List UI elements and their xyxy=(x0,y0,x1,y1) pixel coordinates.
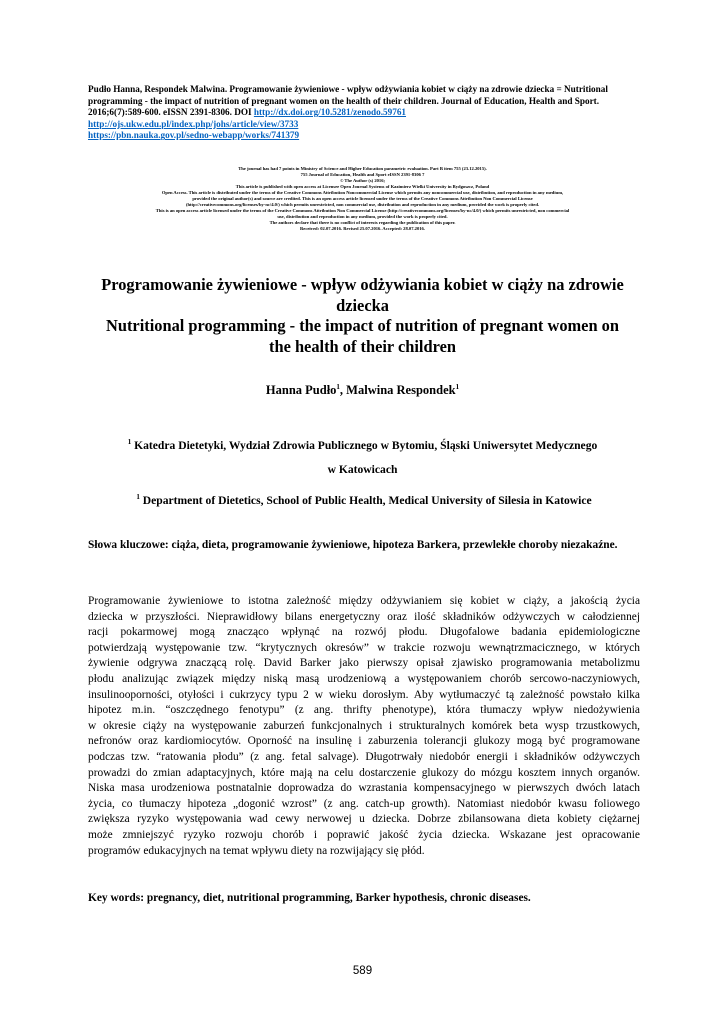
affiliation-english xyxy=(88,494,640,507)
journal-meta-block xyxy=(60,166,665,232)
journal-meta-line: © The Author (s) 2016; xyxy=(339,178,386,183)
pbn-link[interactable]: https://pbn.nauka.gov.pl/sedno-webapp/works/741379 xyxy=(88,130,300,141)
citation-text: 2016;6(7):589-600. eISSN 2391-8306. DOI xyxy=(88,107,254,118)
abstract-line: żywienie odgrywa znaczącą rolę. David Barker jako pierwszy opisał zjawisko programowania metabolizmu xyxy=(88,657,640,670)
journal-meta-line: This is an open access article licensed under the terms of the Creative Commons Attribution Non Commercial License (http://creativecommons.org/licenses/by-nc/4.0/) which permits unrestricted, non commercial xyxy=(155,208,570,213)
affiliation-text: Department of Dietetics, School of Public Health, Medical University of Silesia in Katowice xyxy=(139,494,592,507)
abstract-line: może zmniejszyć ryzyko rozwoju chorób i poprawić jakość życia dziecka. Wskazane jest opracowanie xyxy=(88,828,640,841)
abstract-line: nefronów oraz kardiomiocytów. Oporność na insulinę i zaburzenia tolerancji glukozy mogą być programowane xyxy=(88,735,640,748)
abstract-line: prowadzi do zmian adaptacyjnych, które mają na celu dostarczenie glukozy do mózgu kosztem innych organów. xyxy=(88,766,640,779)
journal-meta-line: This article is published with open access at Licensee Open Journal Systems of Kazimierz Wielki University in Bydgoszcz, Poland xyxy=(235,184,490,189)
abstract-line: insulinooporności, otyłości i cukrzycy typu 2 w wieku dorosłym. Aby wytłumaczyć tą zależność powstało kilka xyxy=(88,688,640,701)
citation-line xyxy=(88,107,640,119)
author-separator: , xyxy=(339,383,347,397)
affiliation-polish xyxy=(95,434,630,482)
abstract-line: Niska masa urodzeniowa postnatalnie doprowadza do wzrastania kompensacyjnego w pierwszych dwóch latach xyxy=(88,782,640,795)
page-number: 589 xyxy=(352,965,373,977)
title-line: Nutritional programming - the impact of nutrition of pregnant women on xyxy=(106,316,619,335)
affiliation-text: w Katowicach xyxy=(327,463,398,476)
doi-link[interactable]: http://dx.doi.org/10.5281/zenodo.59761 xyxy=(253,107,407,118)
journal-meta-line: 755 Journal of Education, Health and Sport eISSN 2391-8306 7 xyxy=(300,172,425,177)
citation-line: programming - the impact of nutrition of pregnant women on the health of their children. Journal of Education, Health and Sport. xyxy=(88,95,600,106)
journal-meta-line: provided the original author(s) and source are credited. This is an open access article licensed under the terms of the Creative Commons Attribution Non Commercial License xyxy=(192,196,533,201)
journal-meta-line: (http://creativecommons.org/licenses/by-nc/4.0/) which permits unrestricted, non commercial use, distribution and reproduction in any medium, provided the work is properly cited. xyxy=(185,202,540,207)
abstract-line: dziecka w przyszłości. Nieprawidłowy bilans energetyczny oraz ilość składników odżywczych w całodziennej xyxy=(88,610,640,623)
journal-meta-line: Open Access. This article is distributed under the terms of the Creative Commons Attribution Noncommercial License which permits any noncommercial use, distribution, and reproduction in any medium, xyxy=(161,190,564,195)
author-affiliation-sup: 1 xyxy=(455,382,460,391)
keywords-english: Key words: pregnancy, diet, nutritional programming, Barker hypothesis, chronic diseases. xyxy=(88,892,531,904)
title-line: the health of their children xyxy=(269,336,456,356)
abstract-line: hipotez m.in. “oszczędnego fenotypu” (z ang. thrifty phenotype), która tłumaczy wpływ niedożywienia xyxy=(88,704,640,717)
abstract-line: potwierdzają występowanie tzw. “krytycznych okresów” w trakcie rozwoju wewnątrzmacicznego, w których xyxy=(88,641,640,654)
journal-meta-line: use, distribution and reproduction in any medium, provided the work is properly cited. xyxy=(277,214,448,219)
paper-title xyxy=(80,275,645,357)
author-affiliation-sup: 1 xyxy=(336,382,340,391)
author-name: Hanna Pudło xyxy=(265,383,337,397)
citation-block xyxy=(88,84,640,142)
authors-line xyxy=(80,383,645,398)
abstract-line: podczas tzw. “ratowania płodu” (z ang. fetal salvage). Długotrwały niedobór energii i składników odżywczych xyxy=(88,750,640,763)
affiliation-text: Katedra Dietetyki, Wydział Zdrowia Publicznego w Bytomiu, Śląski Uniwersytet Medycznego xyxy=(131,439,598,452)
journal-meta-line: Received: 02.07.2016. Revised 25.07.2016. Accepted: 28.07.2016. xyxy=(299,226,426,231)
title-line: Programowanie żywieniowe - wpływ odżywiania kobiet w ciąży na zdrowie xyxy=(101,275,624,294)
author-name: Malwina Respondek xyxy=(346,383,456,397)
affiliation-sup: 1 xyxy=(136,493,140,502)
abstract-line: płodu analizując związek między niską masą urodzeniową a występowaniem chorób sercowo-naczyniowych, xyxy=(88,672,640,685)
abstract-polish xyxy=(88,594,640,859)
abstract-line: Programowanie żywieniowe to istotna zależność między odżywianiem się kobiet w ciąży, a jakością życia xyxy=(88,595,640,607)
title-line: dziecka xyxy=(336,295,389,315)
abstract-line: życia, co tłumaczy hipoteza „dogonić wzrost” (z ang. catch-up growth). Natomiast niedobór kwasu foliowego xyxy=(88,797,640,810)
keywords-polish: Słowa kluczowe: ciąża, dieta, programowanie żywieniowe, hipoteza Barkera, przewlekłe choroby niezakaźne. xyxy=(88,539,618,551)
affiliation-sup: 1 xyxy=(127,438,132,447)
citation-line: Pudło Hanna, Respondek Malwina. Programowanie żywieniowe - wpływ odżywiania kobiet w ciąży na zdrowie dziecka = Nutritional xyxy=(88,84,608,94)
abstract-line: zwiększa ryzyko występowania wad cewy nerwowej u dziecka. Dobrze zbilansowana dieta kobiety ciężarnej xyxy=(88,813,640,826)
ojs-article-link[interactable]: http://ojs.ukw.edu.pl/index.php/johs/article/view/3733 xyxy=(88,118,299,129)
journal-meta-line: The journal has had 7 points in Ministry of Science and Higher Education parametric evaluation. Part B item 755 (23.12.2015). xyxy=(238,166,487,171)
abstract-line: w okresie ciąży na występowanie zaburzeń funkcjonalnych i strukturalnych komórek beta wysp trzustkowych, xyxy=(88,719,640,732)
abstract-line: programów edukacyjnych na temat wpływu diety na rozwijający się płód. xyxy=(88,844,425,857)
journal-meta-line: The authors declare that there is no conflict of interests regarding the publication of this paper. xyxy=(269,220,456,225)
abstract-line: racji pokarmowej mogą znacząco wpłynąć na rozwój płodu. Długofalowe badania epidemiologiczne xyxy=(88,626,640,639)
